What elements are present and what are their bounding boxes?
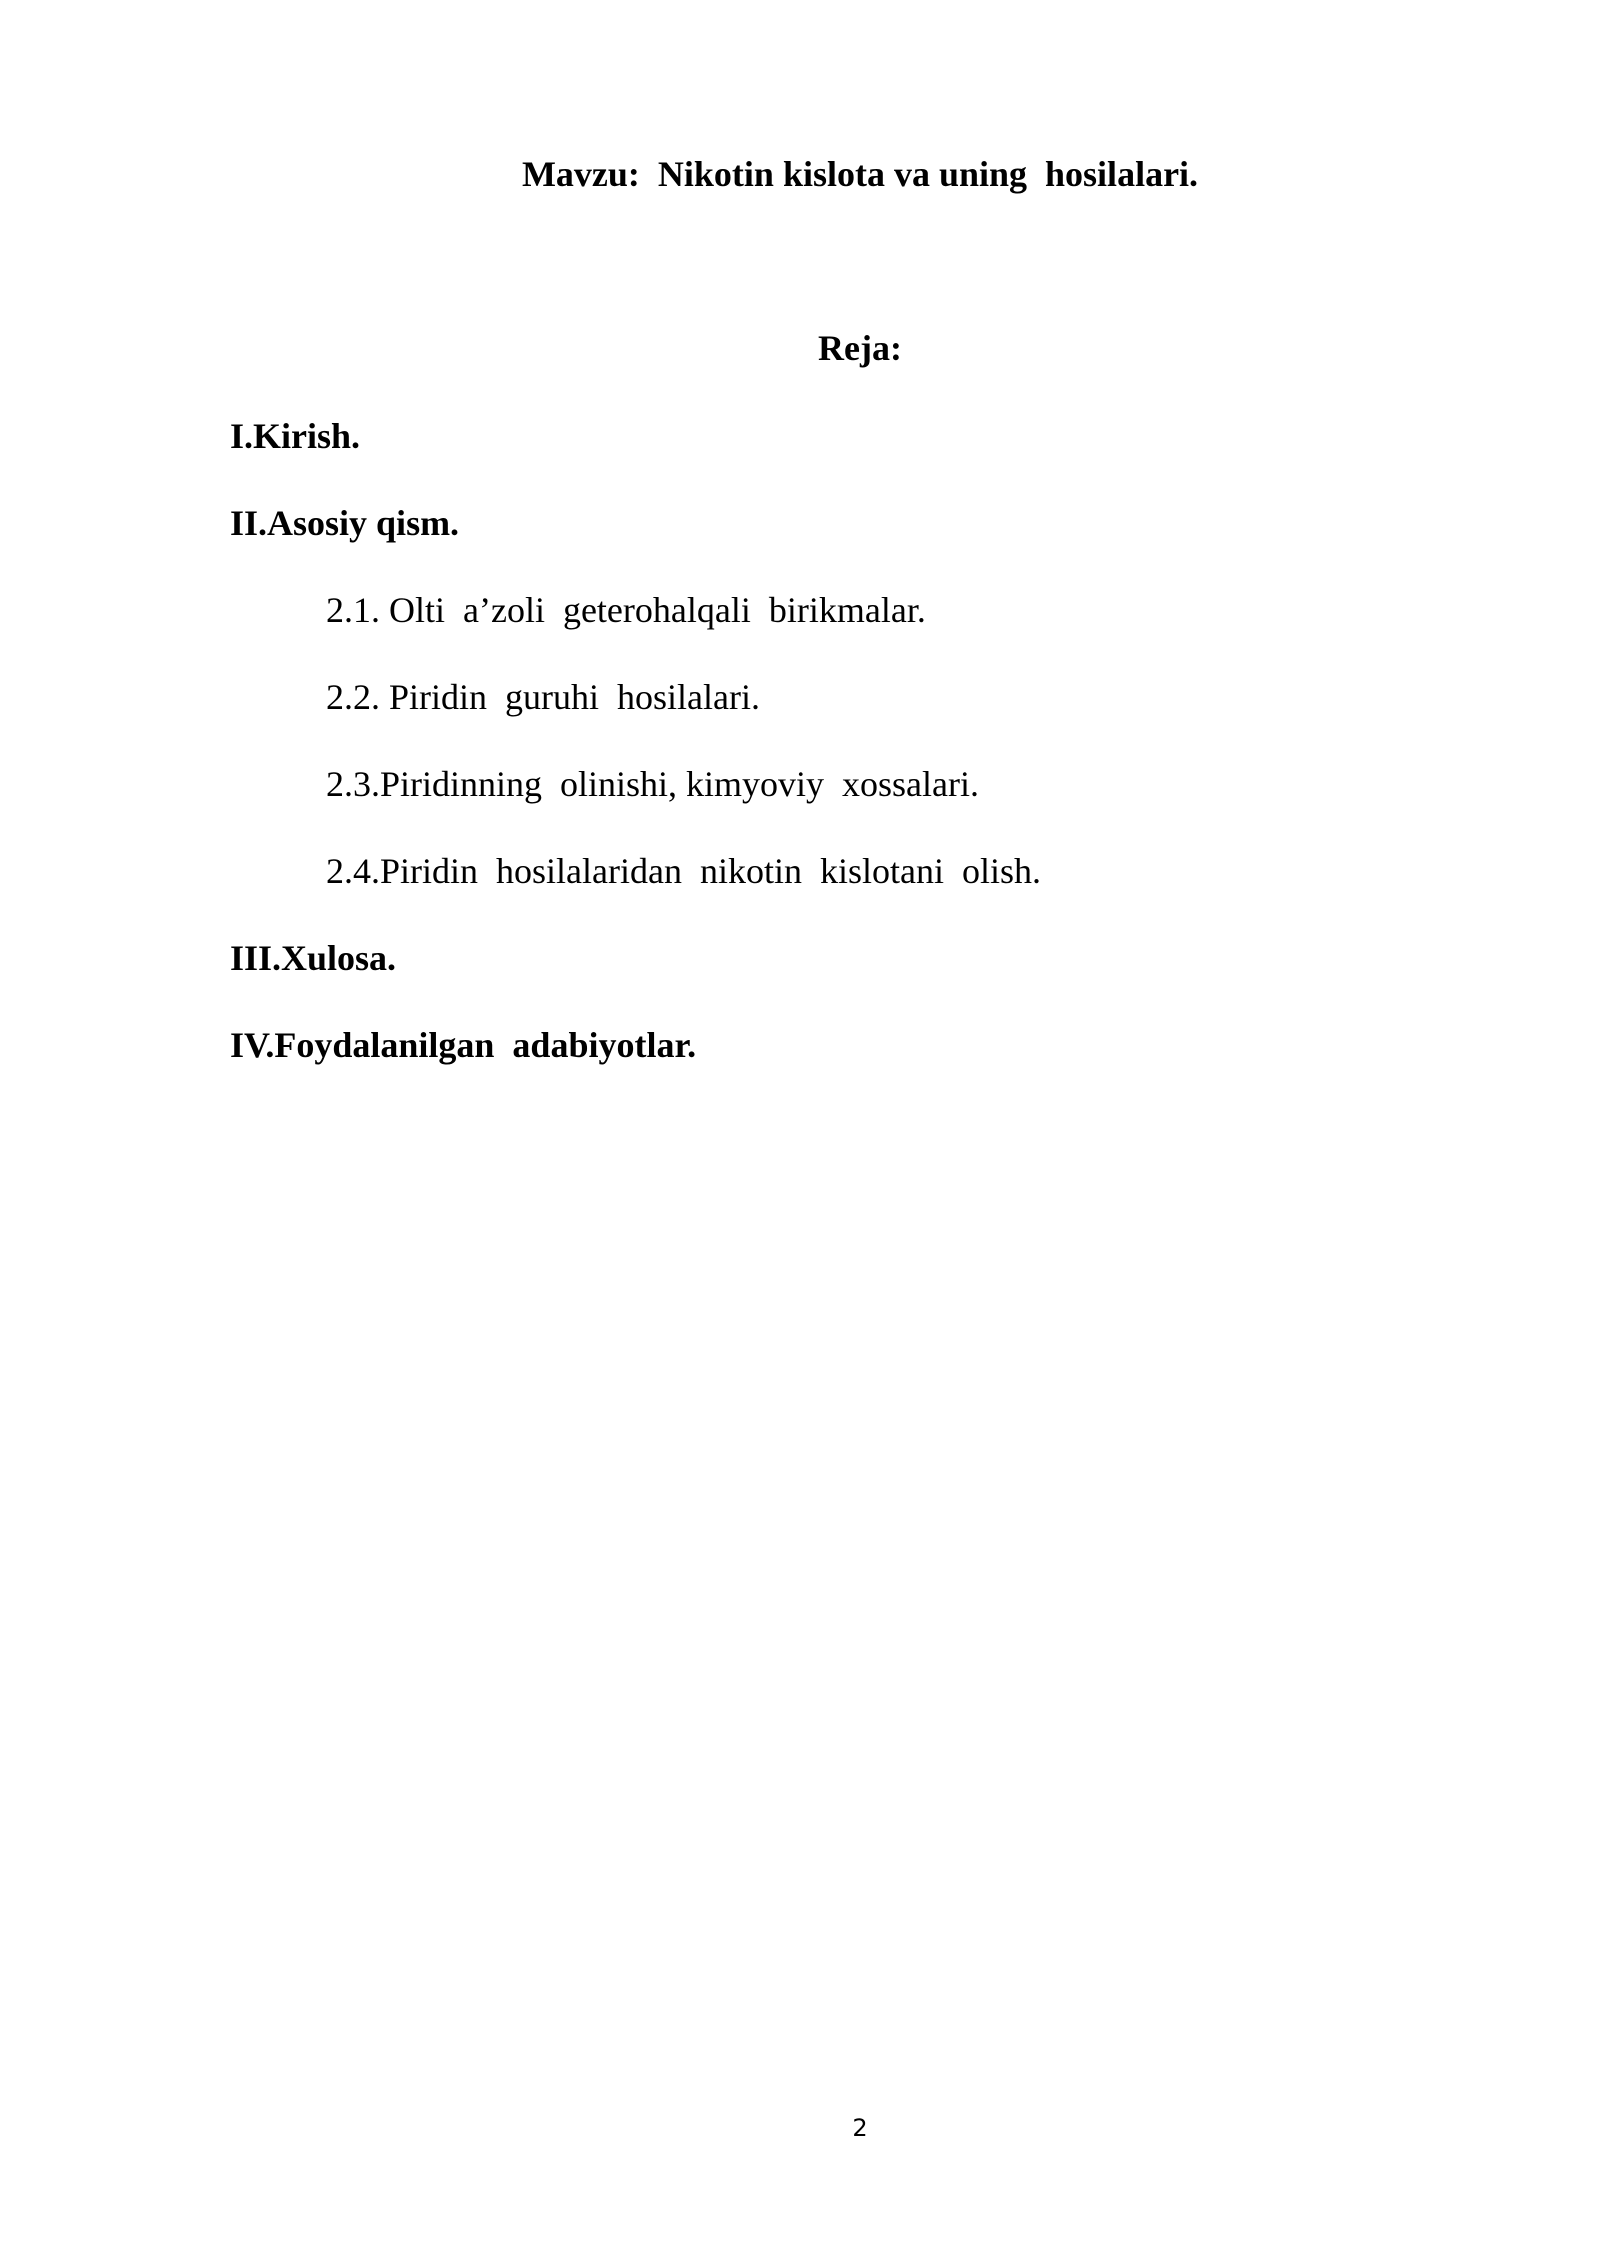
page-number: 2 <box>852 2114 868 2142</box>
outline-subsection-2-3: 2.3.Piridinning olinishi, kimyoviy xossalari. <box>326 764 980 804</box>
outline-subsection-2-2: 2.2. Piridin guruhi hosilalari. <box>326 677 760 717</box>
outline-section-3: III.Xulosa. <box>230 938 397 978</box>
outline-subsection-2-4: 2.4.Piridin hosilalaridan nikotin kislotani olish. <box>326 851 1041 891</box>
outline-section-2: II.Asosiy qism. <box>230 503 460 543</box>
plan-heading: Reja: <box>818 328 902 368</box>
document-title: Mavzu: Nikotin kislota va uning hosilalari. <box>521 154 1199 194</box>
outline-section-4: IV.Foydalanilgan adabiyotlar. <box>230 1025 697 1065</box>
outline-subsection-2-1: 2.1. Olti a’zoli geterohalqali birikmalar. <box>326 590 926 630</box>
outline-section-1: I.Kirish. <box>230 416 361 456</box>
